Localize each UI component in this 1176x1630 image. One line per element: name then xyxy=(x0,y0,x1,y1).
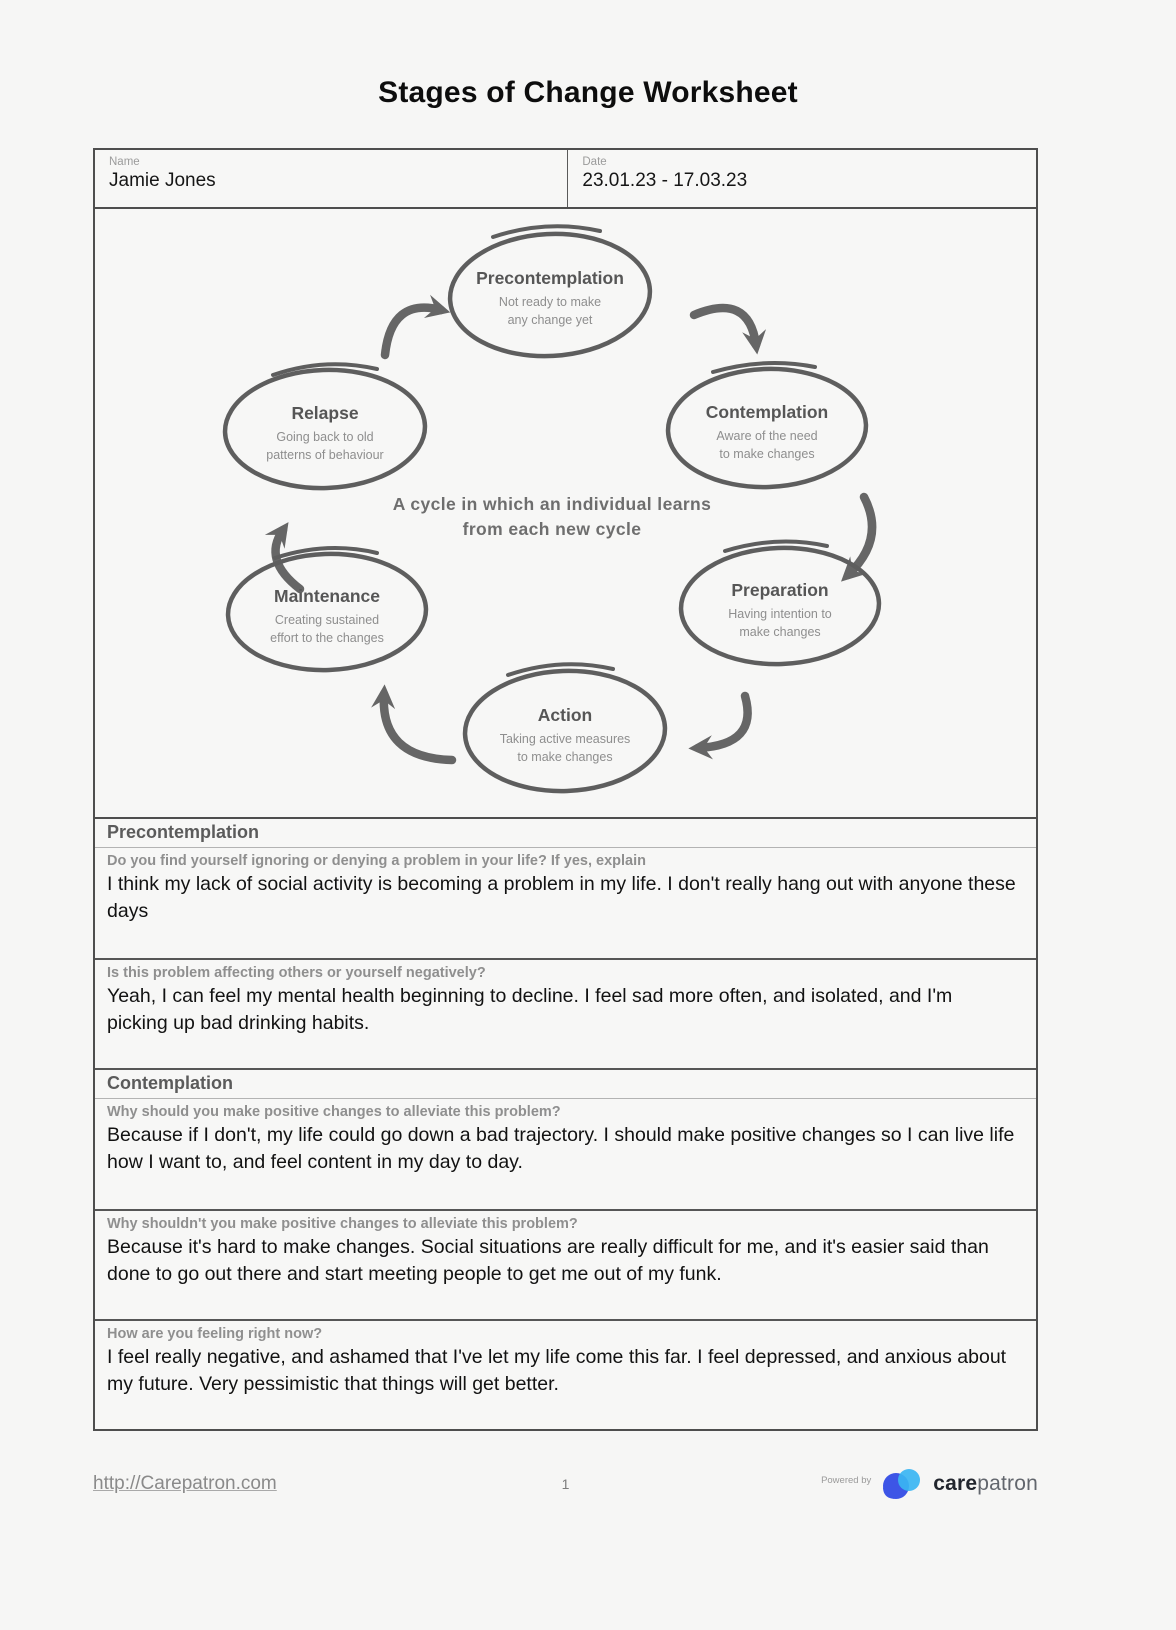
question-row xyxy=(95,1209,1036,1319)
page-title: Stages of Change Worksheet xyxy=(378,76,798,109)
answer-text: Yeah, I can feel my mental health beginning to decline. I feel sad more often, and isolated, and I'm picking up bad drinking habits. xyxy=(107,985,953,1034)
arrow-action-to-maintenance xyxy=(384,694,452,760)
brand-patron: patron xyxy=(977,1472,1038,1495)
page-number: 1 xyxy=(561,1476,570,1492)
name-label: Name xyxy=(109,156,140,168)
stage-relapse xyxy=(223,364,427,491)
cycle-caption-line2: from each new cycle xyxy=(462,519,642,539)
section-heading: Contemplation xyxy=(95,1070,1036,1099)
stage-desc: Having intention to xyxy=(728,607,832,621)
stage-action xyxy=(463,664,667,794)
name-field xyxy=(95,150,567,207)
stage-desc: Not ready to make xyxy=(498,295,602,309)
stage-title: Action xyxy=(537,705,593,725)
section-heading: Precontemplation xyxy=(95,819,1036,848)
question-row xyxy=(95,848,1036,958)
stage-title: Relapse xyxy=(291,403,359,423)
question-label: How are you feeling right now? xyxy=(107,1326,323,1342)
question-row xyxy=(95,958,1036,1068)
meta-row xyxy=(95,150,1036,209)
stage-preparation xyxy=(679,542,881,668)
stage-precontemplation xyxy=(447,226,653,361)
page-footer xyxy=(93,1461,1038,1507)
question-label: Why shouldn't you make positive changes to alleviate this problem? xyxy=(107,1216,578,1232)
cycle-caption-line1: A cycle in which an individual learns xyxy=(392,494,712,514)
worksheet-table xyxy=(93,148,1038,1431)
stage-contemplation xyxy=(666,363,868,490)
question-label: Why should you make positive changes to alleviate this problem? xyxy=(107,1104,561,1120)
question-row xyxy=(95,1099,1036,1209)
stage-maintenance xyxy=(226,548,428,673)
question-label: Is this problem affecting others or yourself negatively? xyxy=(107,965,486,981)
stage-title: Preparation xyxy=(731,580,829,600)
stage-title: Precontemplation xyxy=(476,268,624,288)
answer-text: Because if I don't, my life could go down a bad trajectory. I should make positive changes so I can live life how I want to, and feel content in my day to day. xyxy=(107,1124,1015,1173)
section-block xyxy=(95,819,1036,1068)
stages-cycle-diagram xyxy=(95,209,1036,819)
stage-desc: to make changes xyxy=(719,447,815,461)
stage-desc: effort to the changes xyxy=(270,631,384,645)
date-field xyxy=(567,150,1036,207)
stage-desc: patterns of behaviour xyxy=(266,448,384,462)
date-label: Date xyxy=(582,156,607,168)
stage-desc: Taking active measures xyxy=(499,732,631,746)
question-row xyxy=(95,1319,1036,1429)
arrow-precontemplation-to-contemplation xyxy=(694,308,756,345)
section-block xyxy=(95,1068,1036,1429)
stage-title: Contemplation xyxy=(705,402,829,422)
arrow-relapse-to-precontemplation xyxy=(385,308,441,355)
stage-desc: to make changes xyxy=(517,750,613,764)
date-value: 23.01.23 - 17.03.23 xyxy=(582,170,748,191)
question-label: Do you find yourself ignoring or denying a problem in your life? If yes, explain xyxy=(107,853,646,869)
stage-desc: Creating sustained xyxy=(274,613,380,627)
cycle-diagram-svg xyxy=(95,209,1036,817)
answer-text: I feel really negative, and ashamed that I've let my life come this far. I feel depressed, and anxious about my future. Very pessimistic that things will get better. xyxy=(107,1346,1007,1395)
powered-by-label: Powered by xyxy=(821,1475,872,1486)
brand-care: care xyxy=(933,1472,978,1495)
arrow-preparation-to-action xyxy=(698,696,748,748)
stage-desc: any change yet xyxy=(507,313,593,327)
footer-link[interactable]: http://Carepatron.com xyxy=(93,1473,277,1494)
answer-text: I think my lack of social activity is becoming a problem in my life. I don't really hang out with anyone these days xyxy=(107,873,1016,922)
stage-desc: make changes xyxy=(739,625,821,639)
qa-sections xyxy=(95,819,1036,1429)
section-questions xyxy=(95,848,1036,1068)
answer-text: Because it's hard to make changes. Social situations are really difficult for me, and it's easier said than done to go out there and start meeting people to get me out of my funk. xyxy=(107,1236,989,1285)
stage-title: Maintenance xyxy=(274,586,380,606)
stage-desc: Aware of the need xyxy=(716,429,818,443)
name-value: Jamie Jones xyxy=(109,170,216,191)
stage-desc: Going back to old xyxy=(276,430,374,444)
section-questions xyxy=(95,1099,1036,1429)
cycle-caption xyxy=(393,494,712,539)
